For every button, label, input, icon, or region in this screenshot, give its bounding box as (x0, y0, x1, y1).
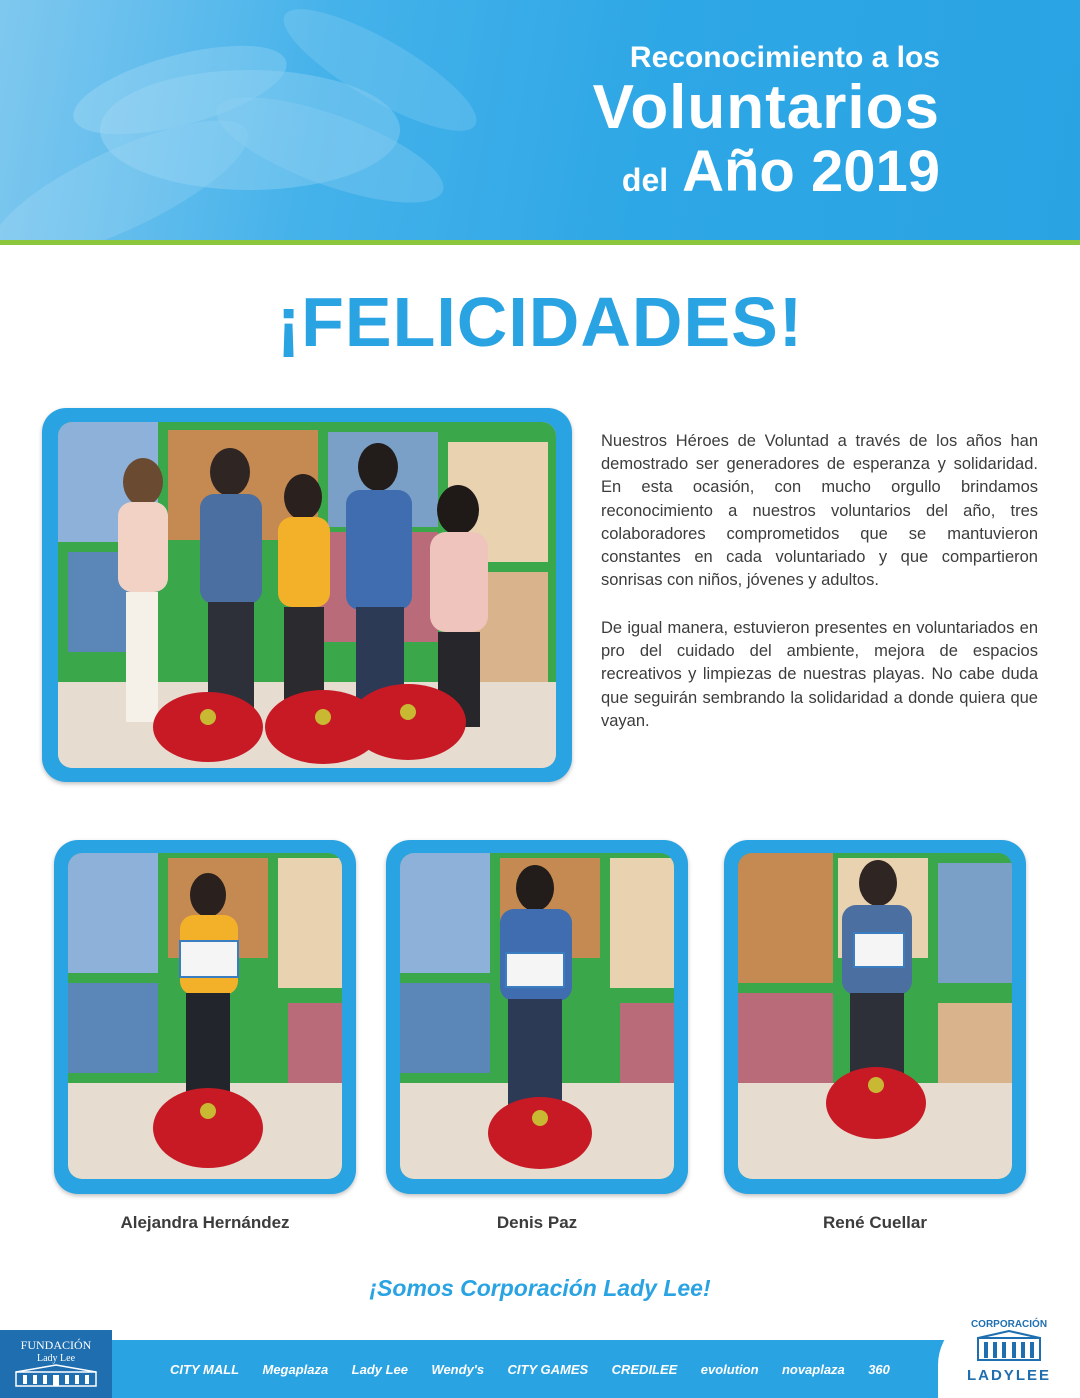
header-line1: Reconocimiento a los (629, 41, 940, 74)
fundacion-line1: FUNDACIÓN (20, 1338, 92, 1352)
volunteer-name-1: Alejandra Hernández (120, 1213, 290, 1232)
building-icon (11, 1364, 101, 1388)
corporacion-logo (938, 1305, 1080, 1398)
brand-city-mall: CITY MALL (170, 1361, 240, 1377)
header-divider (0, 240, 1080, 245)
volunteer-photo-frame-2 (386, 840, 688, 1194)
brand-evolution: evolution (700, 1361, 759, 1377)
body-paragraph-1: Nuestros Héroes de Voluntad a través de los años han demostrado ser generadores de esperanza y solidaridad. En esta ocasión, con mucho orgullo brindamos reconocimiento a nuestros voluntarios del año, tres colaboradores comprometidos que se mantuvieron constantes en cada voluntariado y que compartieron sonrisas con niños, jóvenes y adultos. (601, 432, 1038, 590)
slogan: ¡Somos Corporación Lady Lee! (369, 1275, 711, 1301)
volunteer-photo-frame-3 (724, 840, 1026, 1194)
brand-megaplaza: Megaplaza (262, 1361, 329, 1377)
body-paragraph-2: De igual manera, estuvieron presentes en voluntariados en pro del cuidado del ambiente, mejora de espacios recreativos y limpiezas de nuestras playas. No cabe duda que seguirán sembrando la solidaridad a donde quiera que vayan. (601, 619, 1038, 730)
group-photo (58, 422, 556, 768)
corporacion-building-icon (974, 1330, 1044, 1362)
fundacion-logo (0, 1330, 112, 1398)
fundacion-line2: Lady Lee (36, 1353, 76, 1364)
corporacion-line1: CORPORACIÓN (970, 1319, 1048, 1330)
volunteer-name-3: René Cuellar (823, 1213, 927, 1232)
header-banner (0, 0, 1080, 240)
brand-novaplaza: novaplaza (781, 1361, 845, 1377)
corporacion-line2: LADYLEE (966, 1367, 1051, 1384)
brand-credilee: CREDILEE (611, 1361, 678, 1377)
header-line3-big: Año 2019 (682, 139, 940, 204)
header-line2: Voluntarios (592, 73, 940, 142)
group-photo-frame (42, 408, 572, 782)
brand-city-games: CITY GAMES (507, 1361, 589, 1377)
brand-wendys: Wendy's (431, 1361, 485, 1377)
brand-360: 360 (868, 1361, 890, 1377)
brand-lady-lee: Lady Lee (351, 1361, 409, 1377)
volunteer-photo-2 (400, 853, 674, 1179)
header-title (420, 40, 940, 212)
volunteer-photo-frame-1 (54, 840, 356, 1194)
header-line3 (420, 140, 940, 212)
volunteer-photo-1 (68, 853, 342, 1179)
headline: ¡FELICIDADES! (276, 283, 804, 361)
volunteer-photo-3 (738, 853, 1012, 1179)
brand-logos (170, 1352, 890, 1386)
volunteer-name-2: Denis Paz (496, 1213, 578, 1232)
header-line3-small: del (621, 162, 669, 198)
